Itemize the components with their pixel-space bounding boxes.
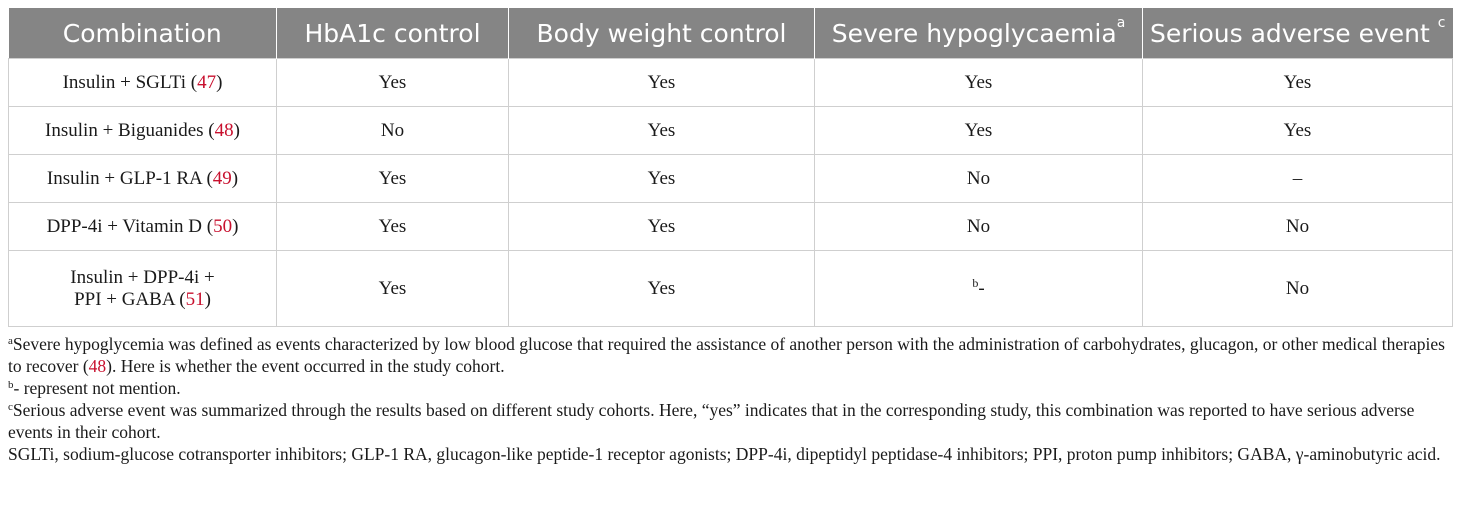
- table-row: [9, 251, 1453, 327]
- table-footnotes: [8, 333, 1452, 465]
- header-severe-hypoglycaemia: Severe hypoglycaemia$^a$: [815, 8, 1143, 59]
- combination-table: [8, 8, 1453, 327]
- reference-link[interactable]: 48: [214, 119, 234, 141]
- header-combination: Combination: [9, 8, 277, 59]
- reference-link[interactable]: 48: [88, 356, 107, 376]
- adverse-event-cell: No: [1143, 203, 1453, 251]
- combination-cell: Insulin + SGLTi (47): [9, 59, 277, 107]
- reference-link[interactable]: 51: [185, 288, 205, 310]
- abbreviations: SGLTi, sodium-glucose cotransporter inhibitors; GLP-1 RA, glucagon-like peptide-1 receptor agonists; DPP-4i, dipeptidyl peptidase-4 inhibitors; PPI, proton pump inhibitors; GABA, γ-aminobutyric acid.: [8, 444, 1441, 464]
- footnote-c: $^c$Serious adverse event was summarized through the results based on different study cohorts. Here, “yes” indicates that in the corresponding study, this combination was reported to have serious adverse events in their cohort.: [8, 400, 1415, 442]
- hypoglycaemia-cell: No: [815, 155, 1143, 203]
- reference-link[interactable]: 47: [197, 71, 217, 93]
- footnote-b: $^b$- represent not mention.: [8, 378, 181, 398]
- combination-cell: Insulin + DPP-4i + PPI + GABA (51): [9, 251, 277, 327]
- header-body-weight: Body weight control: [509, 8, 815, 59]
- table-row: [9, 59, 1453, 107]
- hba1c-cell: Yes: [277, 155, 509, 203]
- hypoglycaemia-cell: $^b$-: [815, 251, 1143, 327]
- footnote-a: $^a$Severe hypoglycemia was defined as events characterized by low blood glucose that required the assistance of another person with the administration of carbohydrates, glucagon, or other medical therapies to recover (48). Here is whether the event occurred in the study cohort.: [8, 334, 1445, 376]
- hypoglycaemia-cell: No: [815, 203, 1143, 251]
- hypoglycaemia-cell: Yes: [815, 107, 1143, 155]
- hba1c-cell: Yes: [277, 59, 509, 107]
- combination-cell: Insulin + GLP-1 RA (49): [9, 155, 277, 203]
- body-weight-cell: Yes: [509, 251, 815, 327]
- table-row: [9, 203, 1453, 251]
- table-row: [9, 155, 1453, 203]
- table-container: [8, 8, 1452, 465]
- combination-cell: DPP-4i + Vitamin D (50): [9, 203, 277, 251]
- footnote-mark-b: b: [972, 275, 979, 290]
- adverse-event-cell: Yes: [1143, 107, 1453, 155]
- body-weight-cell: Yes: [509, 155, 815, 203]
- combination-cell: Insulin + Biguanides (48): [9, 107, 277, 155]
- hypoglycaemia-cell: Yes: [815, 59, 1143, 107]
- hba1c-cell: Yes: [277, 251, 509, 327]
- footnote-mark-a: a: [1116, 14, 1126, 31]
- header-serious-adverse-event: Serious adverse event $^c$: [1143, 8, 1453, 59]
- adverse-event-cell: Yes: [1143, 59, 1453, 107]
- body-weight-cell: Yes: [509, 203, 815, 251]
- hba1c-cell: Yes: [277, 203, 509, 251]
- footnote-mark-c: c: [1437, 14, 1446, 31]
- reference-link[interactable]: 49: [212, 167, 232, 189]
- adverse-event-cell: –: [1143, 155, 1453, 203]
- body-weight-cell: Yes: [509, 107, 815, 155]
- header-row: [9, 8, 1453, 59]
- hba1c-cell: No: [277, 107, 509, 155]
- adverse-event-cell: No: [1143, 251, 1453, 327]
- table-row: [9, 107, 1453, 155]
- reference-link[interactable]: 50: [213, 215, 233, 237]
- header-hba1c: HbA1c control: [277, 8, 509, 59]
- body-weight-cell: Yes: [509, 59, 815, 107]
